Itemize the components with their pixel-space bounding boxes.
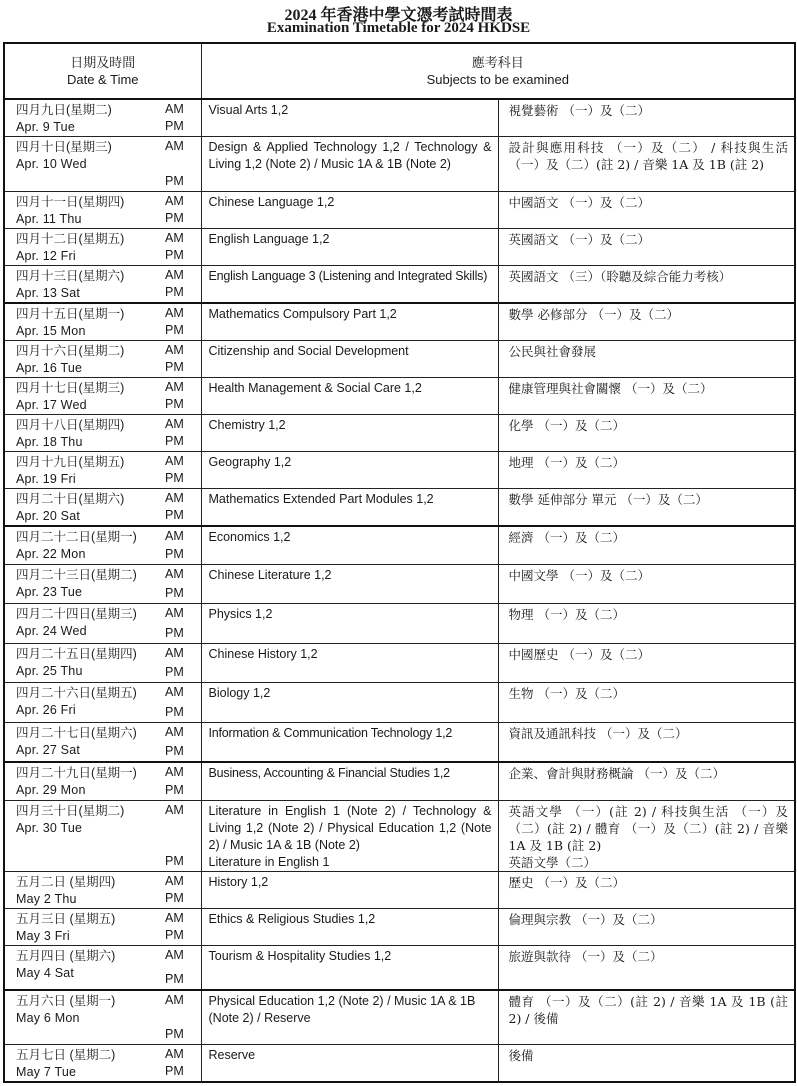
date-english: May 6 Mon — [16, 1011, 80, 1025]
date-chinese: 四月十三日(星期六) — [16, 269, 125, 283]
subject-chinese-cell — [498, 682, 795, 722]
subject-chinese: 後備 — [508, 1047, 534, 1063]
subject-english: Visual Arts 1,2 — [208, 103, 289, 117]
table-row — [4, 603, 795, 643]
date-chinese: 五月三日 (星期五) — [16, 911, 116, 926]
am-label: AM — [165, 947, 184, 962]
pm-label: PM — [165, 323, 184, 337]
subject-chinese: 中國語文 （一）及（二） — [508, 195, 650, 210]
subject-english-cell — [201, 341, 498, 378]
subject-english-cell — [201, 489, 498, 527]
subject-chinese: 英語文學 （一）(註 2) / 科技與生活 （一）及（二）(註 2) / 體育 （一）及（二）(註 2) / 音樂 1A 及 1B (註 2) — [508, 803, 788, 853]
subject-chinese-cell — [498, 137, 795, 192]
date-chinese: 四月二十三日(星期二) — [16, 567, 137, 582]
subject-chinese-cell — [498, 800, 795, 871]
subject-chinese-cell — [498, 945, 795, 990]
subject-chinese: 生物 （一）及（二） — [508, 685, 625, 701]
subject-chinese: 經濟 （一）及（二） — [508, 530, 625, 545]
am-label: AM — [165, 306, 184, 320]
title-english: Examination Timetable for 2024 HKDSE — [266, 20, 531, 36]
subject-english-cell — [201, 722, 498, 762]
date-english: Apr. 12 Fri — [16, 249, 76, 263]
subject-english: Ethics & Religious Studies 1,2 — [208, 911, 376, 926]
subject-english: Business, Accounting & Financial Studies 1,2 — [208, 766, 450, 780]
date-chinese: 四月二十日(星期六) — [16, 492, 125, 506]
subject-english-cell — [201, 990, 498, 1044]
am-label: AM — [165, 102, 184, 116]
pm-label: PM — [165, 397, 184, 411]
date-english: May 3 Fri — [16, 928, 70, 943]
date-chinese: 四月十六日(星期二) — [16, 344, 125, 358]
date-english: Apr. 26 Fri — [16, 702, 76, 717]
timetable-body — [4, 99, 795, 1082]
subject-chinese: 中國文學 （一）及（二） — [508, 567, 650, 583]
subject-english: Biology 1,2 — [208, 685, 271, 700]
subject-english: Reserve — [208, 1047, 256, 1062]
subject-english-cell — [201, 643, 498, 682]
subject-chinese-cell — [498, 1044, 795, 1082]
subject-english-cell — [201, 682, 498, 722]
date-chinese: 五月二日 (星期四) — [16, 874, 116, 889]
subject-chinese-cell — [498, 303, 795, 341]
pm-label: PM — [165, 972, 184, 986]
date-english: Apr. 10 Wed — [16, 157, 87, 171]
table-row — [4, 1044, 795, 1082]
date-cell — [4, 229, 201, 266]
subject-english: English Language 3 (Listening and Integrated Skills) — [208, 269, 488, 283]
subject-chinese-cell — [498, 192, 795, 229]
subject-english: Mathematics Compulsory Part 1,2 — [208, 307, 397, 321]
subject-chinese-cell — [498, 603, 795, 643]
subject-english: Geography 1,2 — [208, 455, 292, 469]
pm-label: PM — [165, 927, 184, 942]
subject-chinese: 企業、會計與財務概論 （一）及（二） — [508, 766, 725, 781]
date-cell — [4, 603, 201, 643]
subject-chinese: 旅遊與款待 （一）及（二） — [508, 948, 663, 964]
date-cell — [4, 990, 201, 1044]
table-row — [4, 908, 795, 945]
table-row — [4, 378, 795, 415]
date-cell — [4, 137, 201, 192]
subject-english: Literature in English 1 (Note 2) / Technology & Living 1,2 (Note 2) / Physical Education 1,2 (Note 2) / Music 1A & 1B (Note 2) — [208, 803, 492, 852]
date-chinese: 四月二十二日(星期一) — [16, 530, 137, 544]
am-label: AM — [165, 417, 184, 431]
subject-chinese-cell — [498, 526, 795, 564]
pm-label: PM — [165, 744, 184, 758]
subject-chinese-cell — [498, 266, 795, 304]
subject-chinese: 中國歷史 （一）及（二） — [508, 646, 650, 662]
am-label: AM — [165, 993, 184, 1007]
date-chinese: 四月十一日(星期四) — [16, 195, 125, 209]
subject-english-cell — [201, 603, 498, 643]
subject-chinese: 歷史 （一）及（二） — [508, 874, 625, 890]
date-chinese: 四月十二日(星期五) — [16, 232, 125, 246]
subject-chinese-cell — [498, 871, 795, 908]
pm-label: PM — [165, 434, 184, 448]
table-row — [4, 303, 795, 341]
date-chinese: 四月二十四日(星期三) — [16, 606, 137, 621]
date-chinese: 四月二十五日(星期四) — [16, 646, 137, 661]
table-row — [4, 452, 795, 489]
am-label: AM — [165, 454, 184, 468]
date-english: Apr. 13 Sat — [16, 286, 81, 300]
subject-chinese-cell — [498, 643, 795, 682]
subject-english-cell — [201, 452, 498, 489]
pm-label: PM — [165, 211, 184, 225]
table-row — [4, 489, 795, 527]
subject-chinese-cell — [498, 489, 795, 527]
subject-english-cell — [201, 762, 498, 800]
date-english: Apr. 25 Thu — [16, 663, 83, 678]
subject-chinese-cell — [498, 229, 795, 266]
subject-chinese-cell — [498, 762, 795, 800]
subject-chinese: 視覺藝術 （一）及（二） — [508, 103, 650, 118]
subject-chinese-cell — [498, 990, 795, 1044]
date-chinese: 四月二十六日(星期五) — [16, 685, 137, 700]
subject-chinese: 體育 （一）及（二）(註 2) / 音樂 1A 及 1B (註 2) / 後備 — [508, 994, 788, 1026]
subject-chinese: 物理 （一）及（二） — [508, 606, 625, 622]
subject-english: Mathematics Extended Part Modules 1,2 — [208, 492, 434, 506]
subject-chinese: 設計與應用科技 （一）及（二） / 科技與生活 （一）及（二）(註 2) / 音樂 1A 及 1B (註 2) — [508, 140, 788, 172]
subject-english: Citizenship and Social Development — [208, 344, 409, 358]
subject-english-cell — [201, 871, 498, 908]
subject-english: History 1,2 — [208, 874, 269, 889]
am-label: AM — [165, 491, 184, 505]
table-row — [4, 762, 795, 800]
pm-label: PM — [165, 782, 184, 797]
date-cell — [4, 682, 201, 722]
date-cell — [4, 1044, 201, 1082]
header-subjects-zh: 應考科目 — [471, 55, 524, 70]
subject-chinese-cell — [498, 452, 795, 489]
date-cell — [4, 564, 201, 603]
pm-label: PM — [165, 704, 184, 719]
subject-english: Physical Education 1,2 (Note 2) / Music 1A & 1B (Note 2) / Reserve — [208, 994, 476, 1025]
date-chinese: 四月三十日(星期二) — [16, 803, 125, 818]
pm-label: PM — [165, 546, 184, 561]
date-english: May 7 Tue — [16, 1064, 77, 1079]
table-row — [4, 990, 795, 1044]
date-cell — [4, 415, 201, 452]
subject-english-cell — [201, 908, 498, 945]
header-row — [4, 43, 795, 99]
am-label: AM — [165, 873, 184, 888]
am-label: AM — [165, 566, 184, 581]
subject-chinese-cell — [498, 378, 795, 415]
date-english: Apr. 18 Thu — [16, 435, 83, 449]
header-date-en: Date & Time — [66, 72, 139, 87]
subject-english-cell — [201, 378, 498, 415]
date-cell — [4, 452, 201, 489]
pm-label: PM — [165, 853, 184, 868]
subject-english: Chinese Literature 1,2 — [208, 567, 332, 582]
am-label: AM — [165, 268, 184, 282]
subject-chinese: 公民與社會發展 — [508, 344, 597, 359]
subject-chinese: 數學 延伸部分 單元 （一）及（二） — [508, 492, 708, 507]
subject-english: Economics 1,2 — [208, 530, 291, 544]
date-english: Apr. 16 Tue — [16, 361, 83, 375]
date-chinese: 四月十日(星期三) — [16, 140, 112, 154]
date-cell — [4, 643, 201, 682]
am-label: AM — [165, 139, 184, 153]
subject-chinese: 資訊及通訊科技 （一）及（二） — [508, 725, 688, 741]
date-chinese: 四月十八日(星期四) — [16, 418, 125, 432]
am-label: AM — [165, 529, 184, 543]
date-english: Apr. 20 Sat — [16, 509, 81, 523]
subject-english-cell — [201, 192, 498, 229]
date-cell — [4, 871, 201, 908]
date-cell — [4, 378, 201, 415]
subject-chinese-pm: 英語文學（二） — [508, 854, 597, 870]
date-english: Apr. 29 Mon — [16, 783, 86, 797]
title-chinese: 2024 年香港中學文憑考試時間表 — [284, 7, 513, 24]
pm-label: PM — [165, 248, 184, 262]
subject-english: Tourism & Hospitality Studies 1,2 — [208, 948, 392, 963]
date-cell — [4, 266, 201, 304]
date-english: Apr. 17 Wed — [16, 398, 87, 412]
table-row — [4, 415, 795, 452]
date-english: Apr. 27 Sat — [16, 742, 81, 757]
date-english: Apr. 23 Tue — [16, 584, 83, 599]
subject-chinese-cell — [498, 99, 795, 137]
date-chinese: 五月四日 (星期六) — [16, 948, 116, 963]
date-cell — [4, 526, 201, 564]
subject-chinese: 數學 必修部分 （一）及（二） — [508, 307, 679, 322]
date-chinese: 四月二十九日(星期一) — [16, 766, 137, 780]
pm-label: PM — [165, 585, 184, 600]
date-cell — [4, 945, 201, 990]
table-row — [4, 871, 795, 908]
date-english: Apr. 19 Fri — [16, 472, 76, 486]
date-english: Apr. 22 Mon — [16, 547, 86, 561]
table-row — [4, 341, 795, 378]
am-label: AM — [165, 684, 184, 699]
subject-english-cell — [201, 526, 498, 564]
am-label: AM — [165, 605, 184, 620]
table-row — [4, 564, 795, 603]
date-cell — [4, 489, 201, 527]
pm-label: PM — [165, 508, 184, 522]
date-cell — [4, 99, 201, 137]
subject-english: Design & Applied Technology 1,2 / Technology & Living 1,2 (Note 2) / Music 1A & 1B (Note 2) — [208, 140, 492, 171]
table-row — [4, 682, 795, 722]
table-row — [4, 99, 795, 137]
date-english: Apr. 15 Mon — [16, 324, 86, 338]
date-english: Apr. 24 Wed — [16, 623, 87, 638]
date-chinese: 四月二十七日(星期六) — [16, 725, 137, 740]
subject-chinese: 英國語文 （一）及（二） — [508, 232, 650, 247]
am-label: AM — [165, 1046, 184, 1061]
table-row — [4, 722, 795, 762]
subject-english: Information & Communication Technology 1,2 — [208, 725, 453, 740]
subject-chinese-cell — [498, 722, 795, 762]
header-date-zh: 日期及時間 — [70, 55, 136, 70]
am-label: AM — [165, 231, 184, 245]
subject-chinese: 健康管理與社會關懷 （一）及（二） — [508, 381, 713, 396]
subject-chinese-cell — [498, 564, 795, 603]
am-label: AM — [165, 343, 184, 357]
subject-english-cell — [201, 229, 498, 266]
subject-english-cell — [201, 564, 498, 603]
subject-english-cell — [201, 99, 498, 137]
subject-chinese: 倫理與宗教 （一）及（二） — [508, 911, 663, 927]
pm-label: PM — [165, 119, 184, 133]
date-chinese: 五月七日 (星期二) — [16, 1047, 116, 1062]
subject-chinese: 英國語文 （三）（聆聽及綜合能力考核） — [508, 269, 732, 284]
pm-label: PM — [165, 285, 184, 299]
date-chinese: 四月十九日(星期五) — [16, 455, 125, 469]
subject-english-cell — [201, 303, 498, 341]
timetable — [3, 42, 796, 1083]
subject-chinese-cell — [498, 908, 795, 945]
header-subjects-en: Subjects to be examined — [426, 72, 569, 87]
date-cell — [4, 908, 201, 945]
am-label: AM — [165, 724, 184, 739]
date-chinese: 四月十七日(星期三) — [16, 381, 125, 395]
am-label: AM — [165, 765, 184, 779]
subject-english: English Language 1,2 — [208, 232, 330, 246]
date-cell — [4, 192, 201, 229]
pm-label: PM — [165, 890, 184, 905]
am-label: AM — [165, 194, 184, 208]
pm-label: PM — [165, 174, 184, 188]
subject-english-cell — [201, 800, 498, 871]
table-row — [4, 526, 795, 564]
subject-english-cell — [201, 945, 498, 990]
date-chinese: 五月六日 (星期一) — [16, 994, 116, 1008]
subject-english-pm: Literature in English 1 — [208, 854, 330, 869]
am-label: AM — [165, 380, 184, 394]
am-label: AM — [165, 802, 184, 817]
am-label: AM — [165, 645, 184, 660]
subject-english-cell — [201, 1044, 498, 1082]
date-english: May 4 Sat — [16, 965, 75, 980]
subject-chinese-cell — [498, 415, 795, 452]
date-cell — [4, 303, 201, 341]
pm-label: PM — [165, 625, 184, 640]
date-chinese: 四月九日(星期二) — [16, 103, 112, 117]
table-row — [4, 137, 795, 192]
subject-chinese: 化學 （一）及（二） — [508, 418, 625, 433]
subject-english-cell — [201, 415, 498, 452]
pm-label: PM — [165, 1063, 184, 1078]
table-row — [4, 192, 795, 229]
date-english: Apr. 11 Thu — [16, 212, 82, 226]
table-row — [4, 643, 795, 682]
subject-english: Chemistry 1,2 — [208, 418, 286, 432]
date-cell — [4, 341, 201, 378]
date-english: Apr. 30 Tue — [16, 820, 83, 835]
date-cell — [4, 800, 201, 871]
header-date — [4, 43, 201, 99]
table-row — [4, 266, 795, 304]
date-cell — [4, 762, 201, 800]
am-label: AM — [165, 910, 184, 925]
pm-label: PM — [165, 360, 184, 374]
pm-label: PM — [165, 664, 184, 679]
date-cell — [4, 722, 201, 762]
table-row — [4, 945, 795, 990]
subject-english: Physics 1,2 — [208, 606, 273, 621]
pm-label: PM — [165, 1026, 184, 1041]
date-chinese: 四月十五日(星期一) — [16, 307, 125, 321]
subject-chinese: 地理 （一）及（二） — [508, 455, 625, 470]
subject-english: Chinese Language 1,2 — [208, 195, 335, 209]
table-row — [4, 229, 795, 266]
table-row — [4, 800, 795, 871]
date-english: Apr. 9 Tue — [16, 120, 75, 134]
header-subjects — [201, 43, 795, 99]
subject-english: Health Management & Social Care 1,2 — [208, 381, 422, 395]
date-english: May 2 Thu — [16, 891, 77, 906]
subject-english-cell — [201, 266, 498, 304]
pm-label: PM — [165, 471, 184, 485]
subject-chinese-cell — [498, 341, 795, 378]
subject-english: Chinese History 1,2 — [208, 646, 318, 661]
subject-english-cell — [201, 137, 498, 192]
